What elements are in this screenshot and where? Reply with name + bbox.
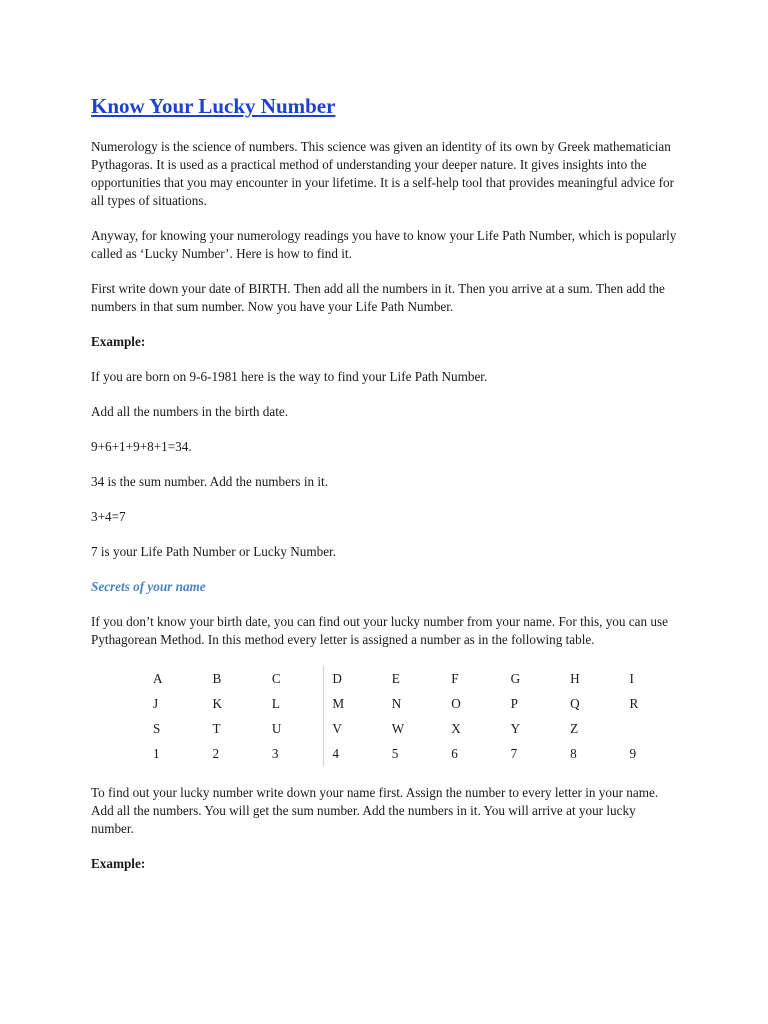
- table-cell: A: [153, 670, 163, 686]
- table-cell: R: [629, 695, 639, 711]
- secrets-subheading: Secrets of your name: [91, 579, 206, 594]
- table-cell: Y: [510, 720, 521, 736]
- name-instructions-paragraph: To find out your lucky number write down your name first. Assign the number to every letter in your name. Add all the numbers. You will get the sum number. Add the numbers in it. You will arrive at your lucky number.: [91, 785, 659, 836]
- add-numbers-paragraph: Add all the numbers in the birth date.: [91, 404, 289, 419]
- table-cell: N: [391, 695, 402, 711]
- table-cell: X: [451, 720, 461, 736]
- table-cell: S: [153, 720, 161, 736]
- table-cell: C: [271, 670, 281, 686]
- table-cell: L: [271, 695, 280, 711]
- result-paragraph: 7 is your Life Path Number or Lucky Number.: [91, 544, 337, 559]
- table-cell: P: [510, 695, 519, 711]
- table-cell: G: [510, 670, 521, 686]
- intro-paragraph: Numerology is the science of numbers. This science was given an identity of its own by Greek mathematician Pythagoras. It is used as a practical method of understanding your deeper nature. It gives insights into the opportunities that you may encounter in your lifetime. It is a self-help tool that provides meaningful advice for all types of situations.: [91, 139, 675, 208]
- table-cell: I: [629, 670, 634, 686]
- table-cell: E: [391, 670, 400, 686]
- example-heading: Example:: [91, 334, 146, 349]
- table-cell: 5: [391, 745, 399, 761]
- table-row: [145, 741, 681, 766]
- table-cell: V: [324, 716, 384, 741]
- table-cell: 3: [271, 745, 279, 761]
- instructions-paragraph: First write down your date of BIRTH. Then add all the numbers in it. Then you arrive at a sum. Then add the numbers in that sum number. Now you have your Life Path Number.: [91, 281, 665, 314]
- table-cell: T: [212, 720, 221, 736]
- birth-example-paragraph: If you are born on 9-6-1981 here is the way to find your Life Path Number.: [91, 369, 488, 384]
- table-cell: 2: [212, 745, 220, 761]
- table-cell: Z: [570, 720, 579, 736]
- letter-number-table: [145, 666, 681, 766]
- table-row: [145, 666, 681, 691]
- table-cell: O: [451, 695, 461, 711]
- table-cell: 8: [570, 745, 577, 761]
- second-example-heading: Example:: [91, 856, 146, 871]
- table-cell: M: [324, 691, 384, 716]
- name-method-paragraph: If you don’t know your birth date, you can find out your lucky number from your name. For this, you can use Pythagorean Method. In this method every letter is assigned a number as in the following table.: [91, 614, 668, 647]
- table-cell: F: [451, 670, 459, 686]
- life-path-paragraph: Anyway, for knowing your numerology readings you have to know your Life Path Number, which is popularly called as ‘Lucky Number’. Here is how to find it.: [91, 228, 677, 261]
- document-page: [91, 92, 681, 890]
- table-cell: W: [391, 720, 405, 736]
- table-cell: [622, 716, 681, 741]
- reduced-equation: 3+4=7: [91, 509, 126, 524]
- table-cell: K: [212, 695, 222, 711]
- table-cell: 4: [324, 741, 384, 766]
- table-row: [145, 691, 681, 716]
- table-cell: H: [570, 670, 580, 686]
- table-cell: B: [212, 670, 222, 686]
- table-cell: D: [324, 666, 384, 691]
- table-cell: 6: [451, 745, 458, 761]
- sum-equation: 9+6+1+9+8+1=34.: [91, 439, 192, 454]
- table-cell: J: [153, 695, 159, 711]
- table-cell: Q: [570, 695, 580, 711]
- page-title: Know Your Lucky Number: [91, 94, 336, 118]
- table-row: [145, 716, 681, 741]
- table-cell: 9: [629, 745, 637, 761]
- sum-number-paragraph: 34 is the sum number. Add the numbers in it.: [91, 474, 328, 489]
- table-cell: 7: [510, 745, 518, 761]
- table-cell: 1: [153, 745, 160, 761]
- table-cell: U: [271, 720, 282, 736]
